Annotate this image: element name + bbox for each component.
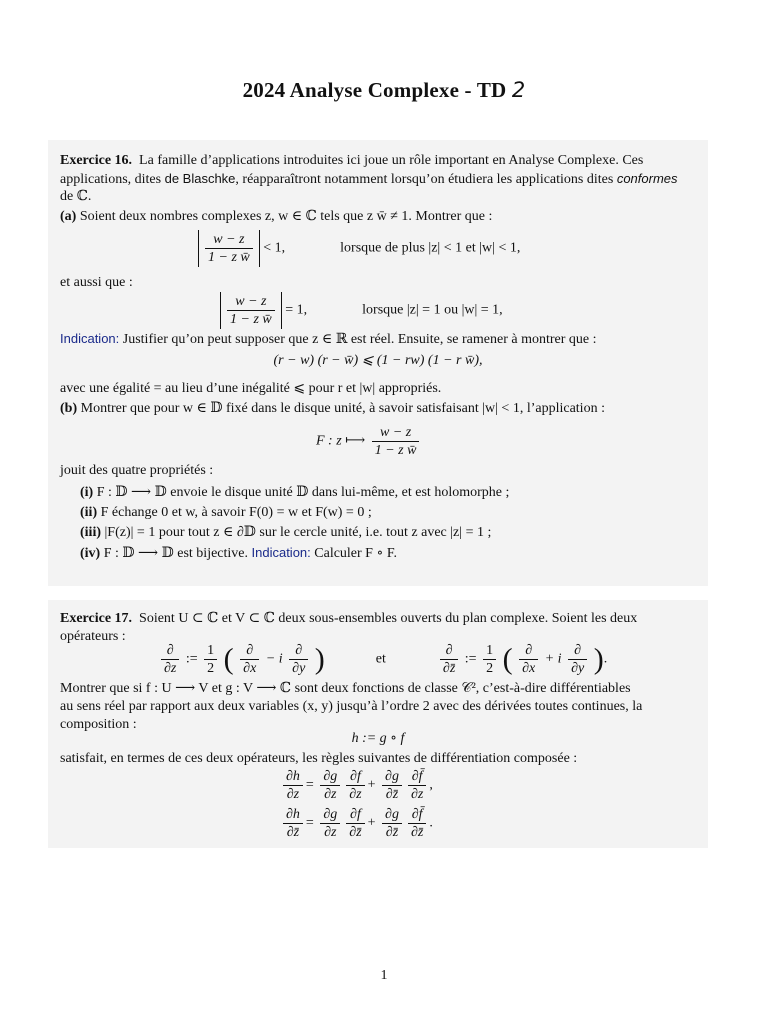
blaschke-map: F : z ⟼ $\frac{w - z}{\text{1 − z w̄}}$ [316, 424, 708, 459]
ex17-intro-line-1: Exercice 17. Soient U ⊂ ℂ et V ⊂ ℂ deux sous-ensembles ouverts du plan complexe. Soient les deux [60, 611, 638, 626]
chain-rule-2: $\frac{\partial h}{\partial z̄}$ = $\frac{\partial g}{\partial z}$ $\frac{\partial f}{\partial z̄}$ + $\frac{\partial g}{\partial z̄}$ $\frac{\partial f̄}{\partial z̄}$ . [280, 806, 708, 841]
property-iii: (iii) |F(z)| = 1 pour tout z ∈ ∂𝔻 sur le cercle unité, i.e. tout z avec |z| = 1 ; [80, 525, 492, 540]
ex16-part-a: (a) Soient deux nombres complexes z, w ∈ ℂ tels que z w̄ ≠ 1. Montrer que : [60, 209, 493, 224]
page-title [0, 78, 768, 103]
operator-definitions: $\frac{\partial}{\partial z}$ := $\frac{1}{2}$ ( $\frac{\partial}{\partial x}$ − i $\frac{\partial}{\partial y}$ ) et $\frac{\partial}{\partial z̄}$ := $\frac{1}{2}$ ( $\frac{\partial}{\partial x}$ + i $\frac{\partial}{\partial y}$ ). [158, 642, 708, 677]
ex17-intro-line-2: opérateurs : [60, 629, 126, 644]
composition: h := g ∘ f [351, 731, 405, 746]
title-text: 2024 Analyse Complexe - TD [242, 78, 507, 102]
equation-3-note: avec une égalité = au lieu d’une inégalité ⩽ pour r et |w| appropriés. [60, 381, 442, 396]
ex16-intro-line-3: de ℂ. [60, 189, 92, 204]
ex17-text-line-4: satisfait, en termes de ces deux opérateurs, les règles suivantes de différentiation composée : [60, 751, 578, 766]
property-iv: (iv) F : 𝔻 ⟶ 𝔻 est bijective. Indication: Calculer F ∘ F. [80, 545, 398, 561]
chain-rule-1: $\frac{\partial h}{\partial z}$ = $\frac{\partial g}{\partial z}$ $\frac{\partial f}{\partial z}$ + $\frac{\partial g}{\partial z̄}$ $\frac{\partial f̄}{\partial z}$ , [280, 768, 708, 803]
handwritten-number: 2 [511, 78, 526, 102]
exercise-label: Exercice 16. [60, 153, 133, 168]
and-also: et aussi que : [60, 275, 133, 290]
ex16-intro-line-2: applications, dites de Blaschke, réapparaîtront notamment lorsqu’on étudiera les applications dites conformes [60, 171, 678, 187]
exercise-16 [48, 140, 708, 586]
equation-3: (r − w) (r − w̄) ⩽ (1 − rw) (1 − r w̄), [273, 353, 483, 368]
ex17-text-line-2: au sens réel par rapport aux deux variables (x, y) jusqu’à l’ordre 2 avec des dérivées toutes continues, la [60, 699, 643, 714]
ex16-intro-line-1: Exercice 16. La famille d’applications introduites ici joue un rôle important en Analyse Complexe. Ces [60, 153, 644, 168]
equation-2: $\frac{w - z}{\text{1 − z w̄}}$ = 1, lorsque |z| = 1 ou |w| = 1, [220, 292, 708, 329]
exercise-label: Exercice 17. [60, 611, 133, 626]
ex17-text-line-1: Montrer que si f : U ⟶ V et g : V ⟶ ℂ sont deux fonctions de classe 𝒞², c’est-à-dire différentiables [60, 681, 631, 696]
ex16-part-b: (b) Montrer que pour w ∈ 𝔻 fixé dans le disque unité, à savoir satisfaisant |w| < 1, l’application : [60, 401, 605, 416]
page-number: 1 [380, 968, 388, 983]
property-i: (i) F : 𝔻 ⟶ 𝔻 envoie le disque unité 𝔻 dans lui-même, et est holomorphe ; [80, 485, 510, 500]
properties-intro: jouit des quatre propriétés : [60, 463, 214, 478]
ex17-text-line-3: composition : [60, 717, 137, 732]
exercise-17 [48, 600, 708, 848]
property-ii: (ii) F échange 0 et w, à savoir F(0) = w et F(w) = 0 ; [80, 505, 372, 520]
equation-1: $\frac{w - z}{\text{1 − z w̄}}$ < 1, lorsque de plus |z| < 1 et |w| < 1, [198, 230, 708, 267]
indication-1: Indication: Justifier qu’on peut supposer que z ∈ ℝ est réel. Ensuite, se ramener à montrer que : [60, 331, 597, 347]
